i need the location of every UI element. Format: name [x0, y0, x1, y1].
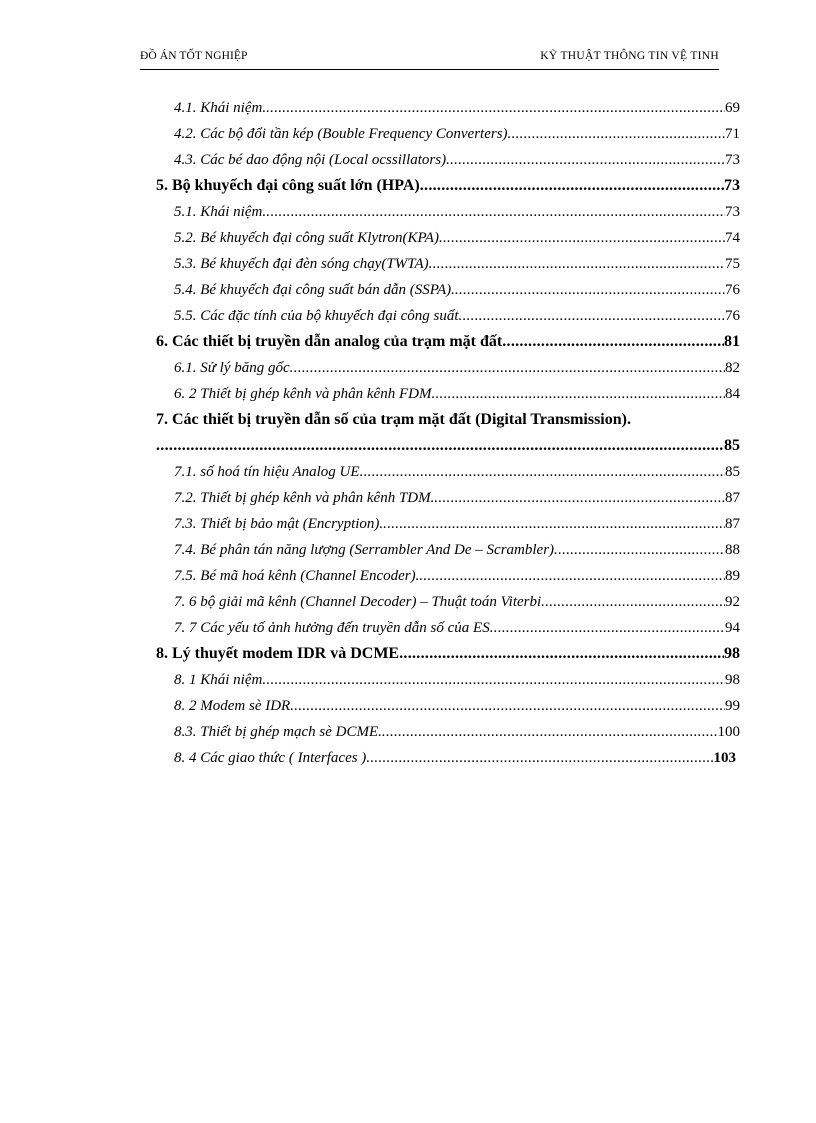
toc-entry-7-3[interactable]: 7.3. Thiết bị bảo mật (Encryption). ..... 87 — [174, 512, 740, 536]
toc-entry-7-4[interactable]: 7.4. Bé phân tán năng lượng (Serrambler And De – Scrambler) ..... 88 — [174, 538, 740, 562]
toc-entry-5-1[interactable]: 5.1. Khái niệm ..... 73 — [174, 200, 740, 224]
header-thesis-label: ĐỒ ÁN TỐT NGHIỆP — [140, 50, 248, 62]
toc-entry-8-1[interactable]: 8. 1 Khái niệm ..... 98 — [174, 668, 740, 692]
toc-entry-7-continued[interactable]: ..... 85 — [156, 434, 740, 458]
toc-entry-7-7[interactable]: 7. 7 Các yếu tố ảnh hưởng đến truyền dẫn số của ES ..... 94 — [174, 616, 740, 640]
toc-entry-7[interactable]: 7. Các thiết bị truyền dẫn số của trạm mặt đất (Digital Transmission). — [156, 411, 631, 428]
toc-entry-7-6[interactable]: 7. 6 bộ giải mã kênh (Channel Decoder) – Thuật toán Viterbi ..... 92 — [174, 590, 740, 614]
toc-entry-5[interactable]: 5. Bộ khuyếch đại công suất lớn (HPA) ..... 73 — [156, 174, 740, 198]
toc-entry-7-5[interactable]: 7.5. Bé mã hoá kênh (Channel Encoder). ..... 89 — [174, 564, 740, 588]
toc-entry-6[interactable]: 6. Các thiết bị truyền dẫn analog của trạm mặt đất ..... 81 — [156, 330, 740, 354]
toc-entry-8[interactable]: 8. Lý thuyết modem IDR và DCME ..... 98 — [156, 642, 740, 666]
toc-entry-7-2[interactable]: 7.2. Thiết bị ghép kênh và phân kênh TDM. ..... 87 — [174, 486, 740, 510]
toc-entry-6-1[interactable]: 6.1. Sử lý băng gốc ..... 82 — [174, 356, 740, 380]
toc-entry-5-4[interactable]: 5.4. Bé khuyếch đại công suất bán dẫn (SSPA). ..... 76 — [174, 278, 740, 302]
toc-entry-4-3[interactable]: 4.3. Các bé dao động nội (Local ocssillators) ..... 73 — [174, 148, 740, 172]
toc-entry-6-2[interactable]: 6. 2 Thiết bị ghép kênh và phân kênh FDM ..... 84 — [174, 382, 740, 406]
toc-entry-5-5[interactable]: 5.5. Các đặc tính của bộ khuyếch đại công suất ..... 76 — [174, 304, 740, 328]
toc-entry-7-1[interactable]: 7.1. số hoá tín hiệu Analog UE ..... 85 — [174, 460, 740, 484]
page-header — [140, 46, 719, 68]
toc-entry-8-3[interactable]: 8.3. Thiết bị ghép mạch sè DCME. ..... 100 — [174, 720, 740, 744]
header-divider — [140, 69, 719, 70]
toc-entry-5-2[interactable]: 5.2. Bé khuyếch đại công suất Klytron(KPA) ..... 74 — [174, 226, 740, 250]
toc-entry-4-1[interactable]: 4.1. Khái niệm. ..... 69 — [174, 96, 740, 120]
toc-entry-5-3[interactable]: 5.3. Bé khuyếch đại đèn sóng chạy(TWTA) ..... 75 — [174, 252, 740, 276]
toc-entry-8-2[interactable]: 8. 2 Modem sè IDR ..... 99 — [174, 694, 740, 718]
header-subject-label: KỸ THUẬT THÔNG TIN VỆ TINH — [540, 50, 719, 62]
toc-entry-4-2[interactable]: 4.2. Các bộ đổi tần kép (Bouble Frequency Converters) ..... 71 — [174, 122, 740, 146]
toc-entry-8-4[interactable]: 8. 4 Các giao thức ( Interfaces ) ..... 103 — [174, 746, 736, 770]
